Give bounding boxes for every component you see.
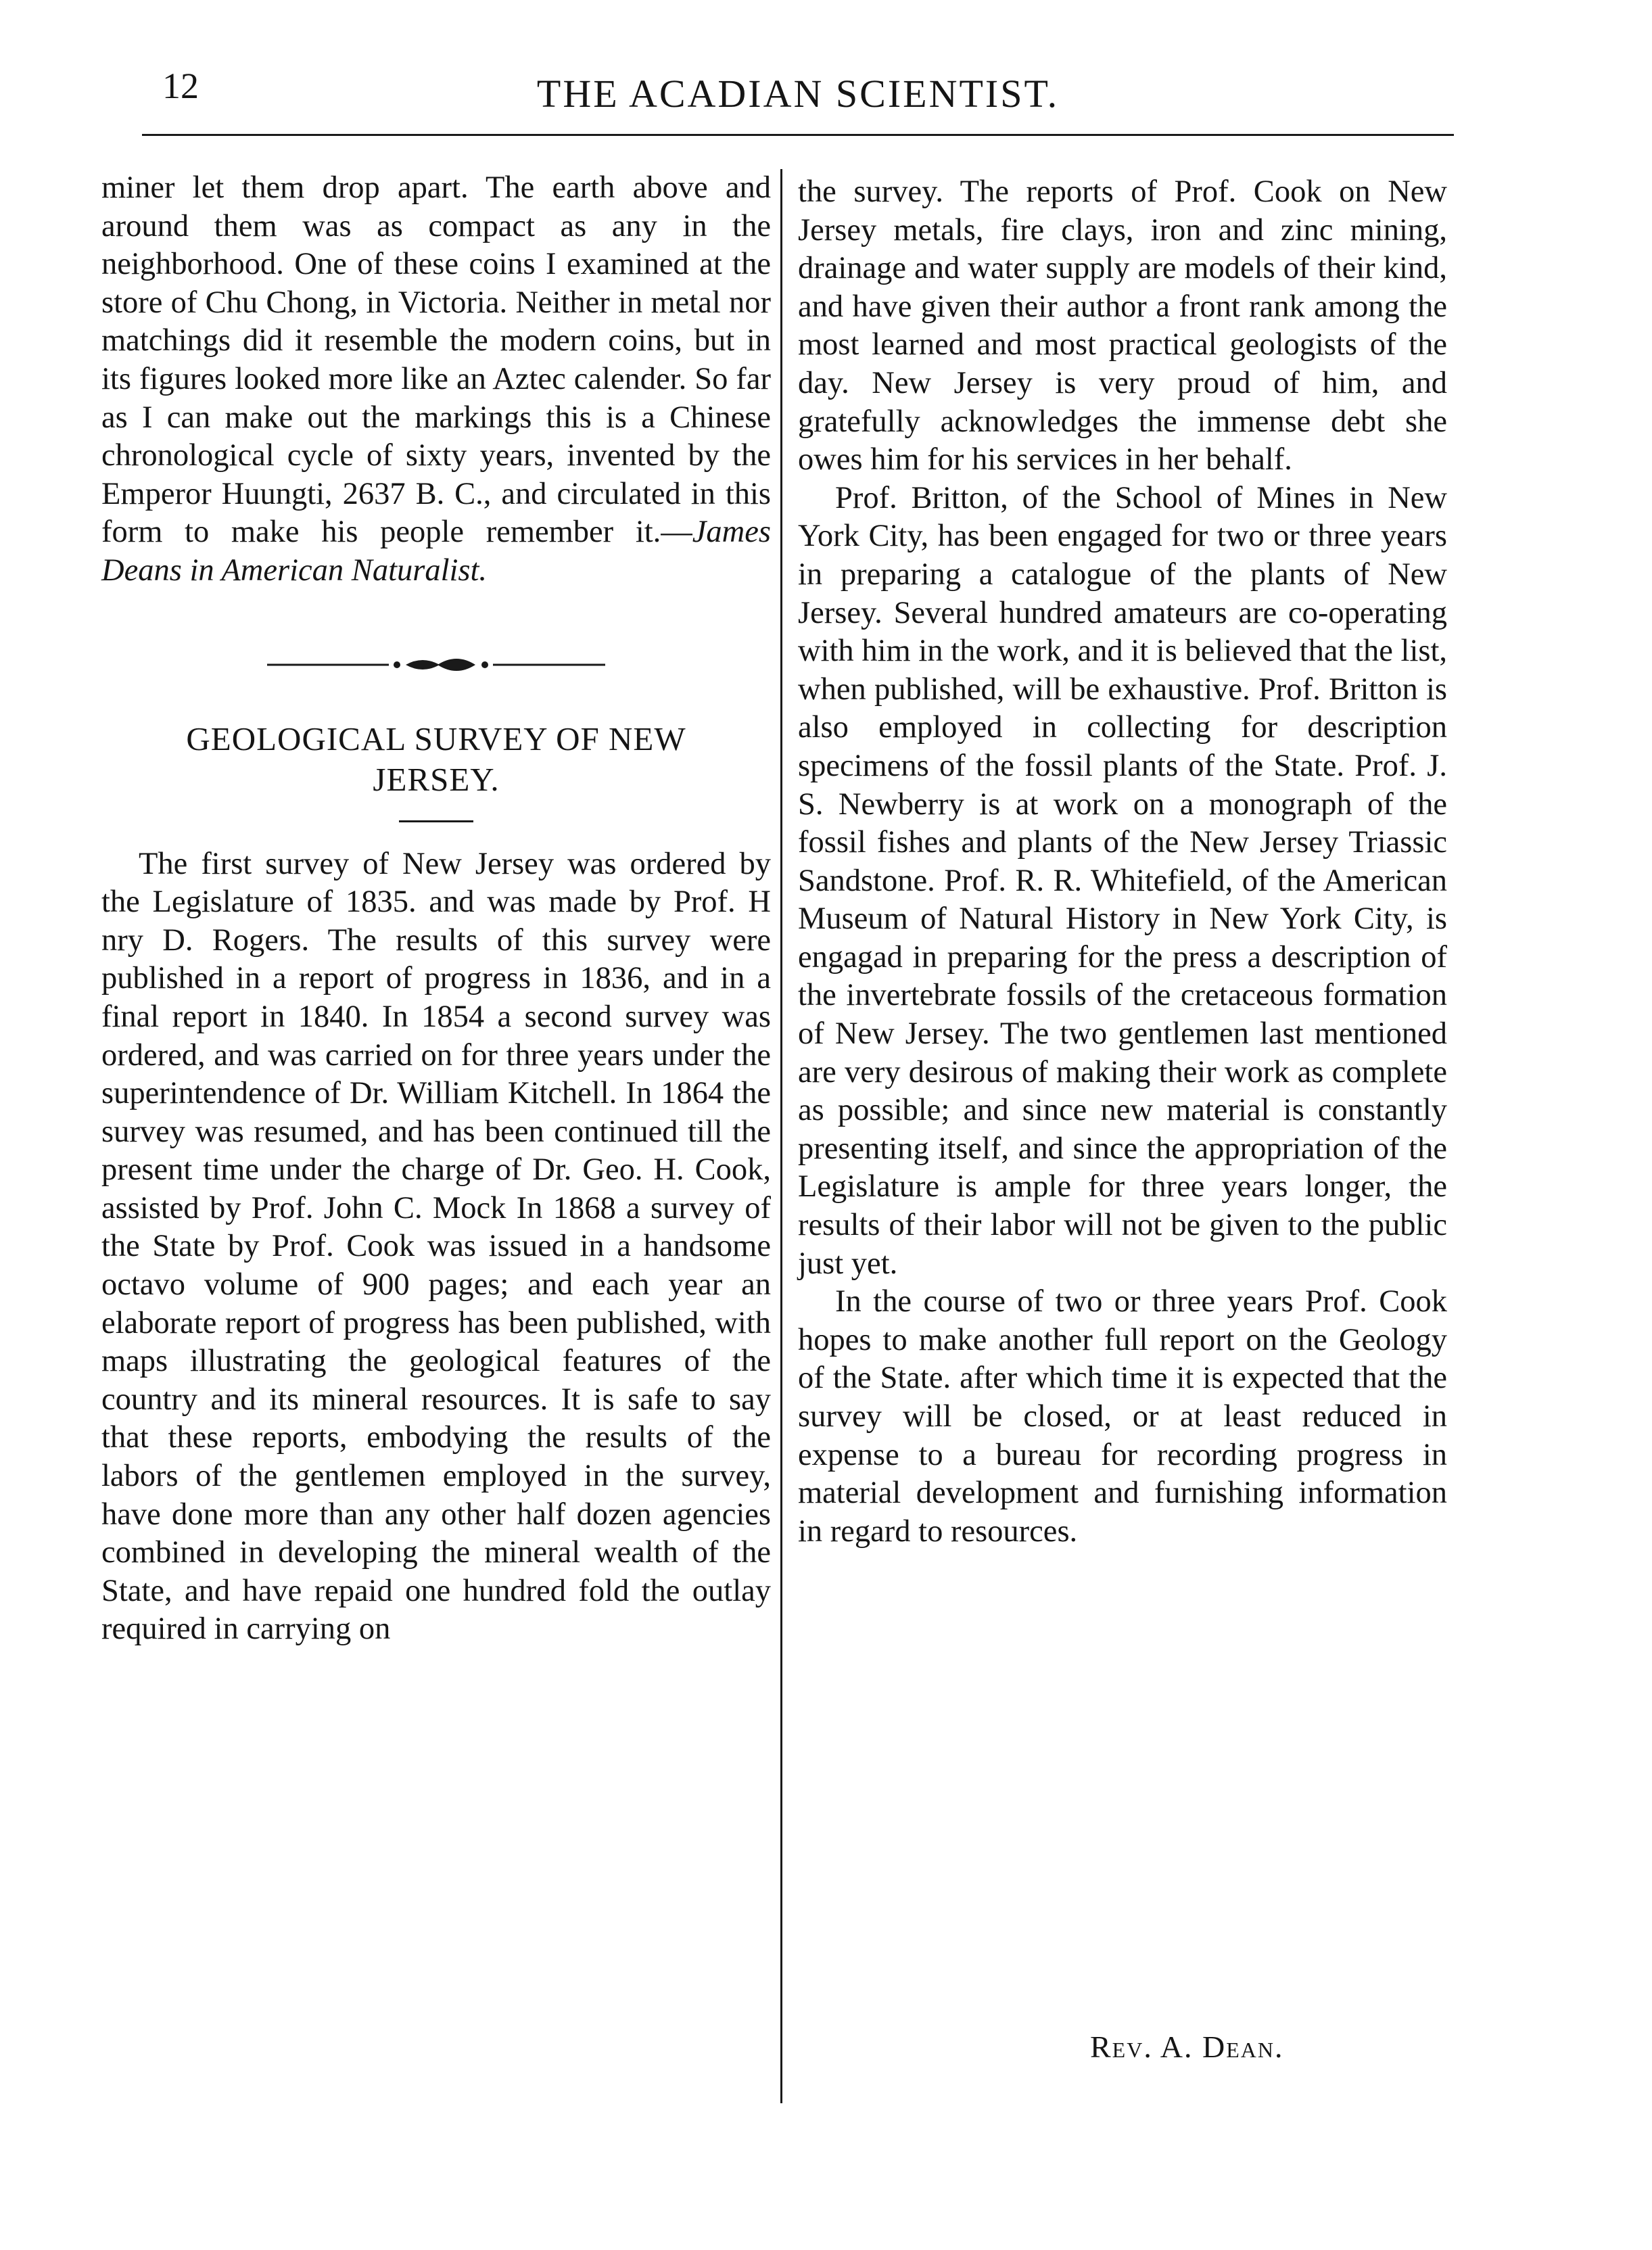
running-title: THE ACADIAN SCIENTIST. (536, 72, 1060, 116)
source-citation: James Deans in American Naturalist. (101, 515, 771, 588)
section-title-line-2: JERSEY. (373, 760, 500, 798)
page-header (142, 68, 1454, 135)
continued-paragraph (101, 169, 771, 590)
left-column (101, 169, 771, 1649)
survey-paragraph-2: the survey. The reports of Prof. Cook on New Jersey metals, fire clays, iron and zinc mining, drainage and water supply are models of their kind, and have given their author a front rank among the most learned and most practical geologists of the day. New Jersey is very proud of him, and gratefully acknowledges the immense debt she owes him for his services in her behalf. (798, 174, 1447, 477)
survey-paragraph-4: In the course of two or three years Prof. Cook hopes to make another full report on the Geology of the State. after which time it is expected that the survey will be closed, or at least reduced in expense to a bureau for recording progress in material development and furnishing information in regard to resources. (798, 1284, 1447, 1549)
section-title (101, 719, 771, 800)
survey-paragraph-3: Prof. Britton, of the School of Mines in New York City, has been engaged for two or three years in preparing a catalogue of the plants of New Jersey. Several hundred amateurs are co-operating with him in the work, and it is believed that the list, when published, will be exhaustive. Prof. Britton is also employed in collecting for description specimens of the fossil plants of the State. Prof. J. S. Newberry is at work on a monograph of the fossil fishes and plants of the New Jersey Triassic Sandstone. Prof. R. R. Whitefield, of the American Museum of Natural History in New York City, is engagad in preparing for the press a description of the invertebrate fossils of the cretaceous formation of New Jersey. The two gentlemen last mentioned are very desirous of making their work as complete as possible; and since new material is constantly presenting itself, and since the appropriation of the Legislature is ample for three years longer, the results of their labor will not be given to the public just yet. (798, 480, 1447, 1281)
ornament-divider (254, 651, 619, 678)
section-title-line-1: GEOLOGICAL SURVEY OF NEW (186, 720, 686, 757)
page-number: 12 (162, 66, 199, 106)
title-rule (399, 820, 473, 822)
right-column (798, 173, 1447, 1551)
header-rule (142, 134, 1454, 136)
survey-paragraph-1: The first survey of New Jersey was ordered by the Legislature of 1835. and was made by Prof. H nry D. Rogers. The results of this survey were published in a report of progress in 1836, and in a final report in 1840. In 1854 a second survey was ordered, and was carried on for three years under the superintendence of Dr. William Kitchell. In 1864 the survey was resumed, and has been continued till the present time under the charge of Dr. Geo. H. Cook, assisted by Prof. John C. Mock In 1868 a survey of the State by Prof. Cook was issued in a handsome octavo volume of 900 pages; and each year an elaborate report of progress has been published, with maps illustrating the geological features of the country and its mineral resources. It is safe to say that these reports, embodying the results of the labors of the gentlemen employed in the survey, have done more than any other half dozen agencies combined in developing the mineral wealth of the State, and have repaid one hundred fold the outlay required in carrying on (101, 846, 771, 1647)
continued-text: miner let them drop apart. The earth above and around them was as compact as any in the neighborhood. One of these coins I examined at the store of Chu Chong, in Victoria. Neither in metal nor matchings did it resemble the modern coins, but in its figures looked more like an Aztec calender. So far as I can make out the markings this is a Chinese chronological cycle of sixty years, invented by the Emperor Huungti, 2637 B. C., and circulated in this form to make his people remember it.— (101, 170, 771, 550)
author-signature: Rev. A. Dean. (1090, 2030, 1284, 2064)
column-rule (780, 169, 782, 2103)
